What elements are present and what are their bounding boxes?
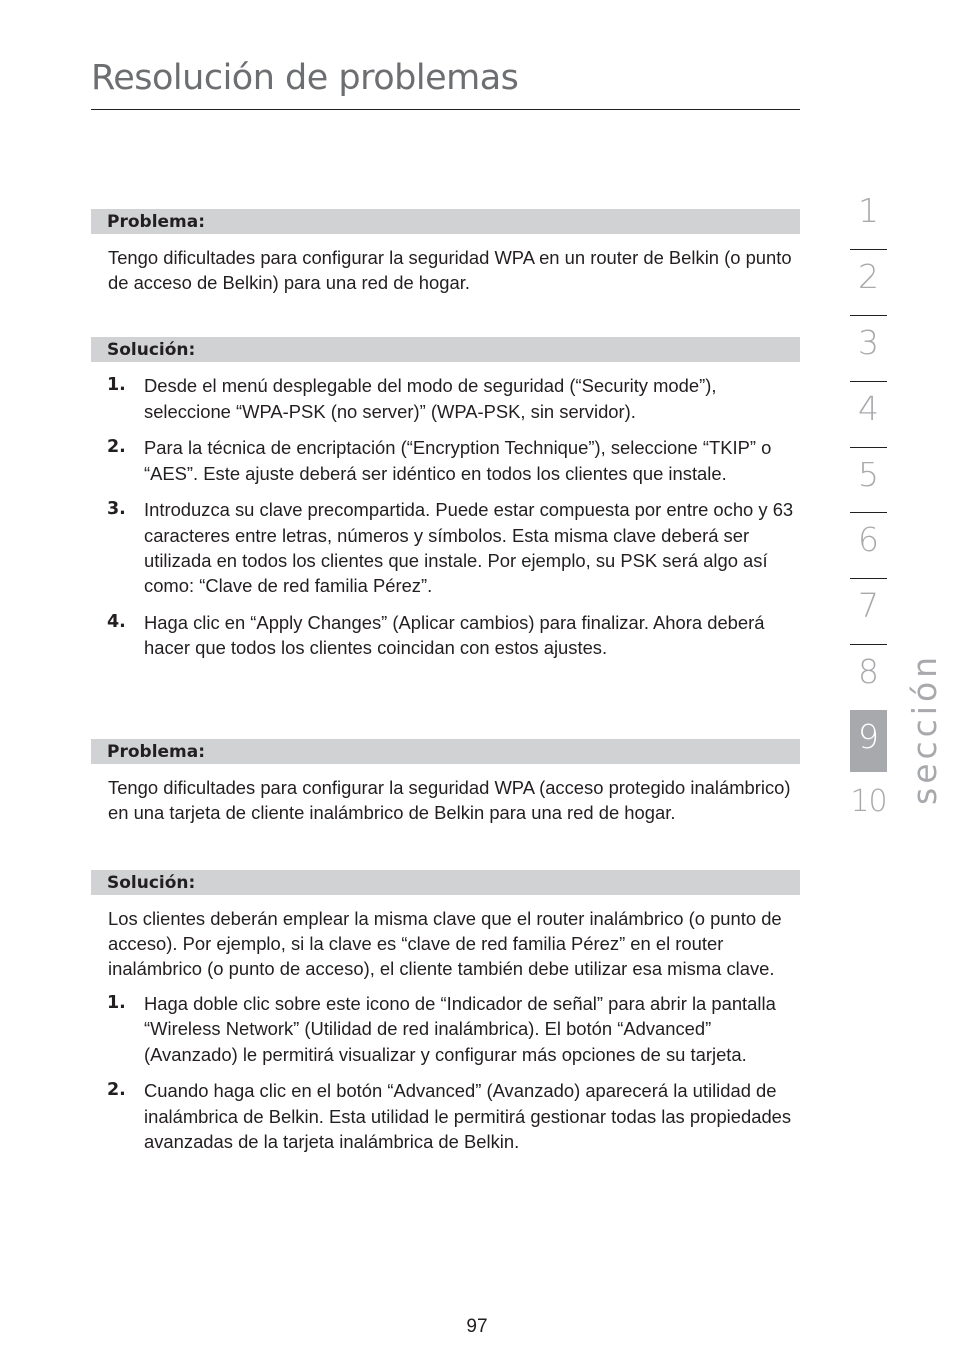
solution-steps <box>91 991 800 1154</box>
section-number: 4 <box>858 388 879 428</box>
page-number: 97 <box>466 1316 488 1337</box>
section-nav <box>850 184 887 841</box>
step-text: Haga clic en “Apply Changes” (Aplicar cambios) para finalizar. Ahora deberá hacer que todos los clientes coincidan con estos ajustes. <box>144 611 765 659</box>
section-tab-6[interactable] <box>850 513 887 579</box>
list-item <box>91 497 800 598</box>
section-label: sección <box>905 652 944 805</box>
section-number: 2 <box>858 256 879 296</box>
section-tab-7[interactable] <box>850 579 887 645</box>
list-item <box>91 435 800 485</box>
step-text: Desde el menú desplegable del modo de seguridad (“Security mode”), seleccione “WPA-PSK (no server)” (WPA-PSK, sin servidor). <box>144 375 717 422</box>
step-text: Introduzca su clave precompartida. Puede estar compuesta por entre ocho y 63 caracteres entre letras, números y símbolos. Esta misma clave deberá ser utilizada en todos los clientes que instale. Por ejemplo, su PSK será algo así como: “Clave de red familia Pérez”. <box>144 499 794 597</box>
step-number: 4. <box>107 611 126 632</box>
solution-steps <box>91 373 800 660</box>
problem-heading: Problema: <box>91 739 800 764</box>
section-tab-4[interactable] <box>850 382 887 448</box>
problem-heading: Problema: <box>91 209 800 234</box>
step-text: Para la técnica de encriptación (“Encryption Technique”), seleccione “TKIP” o “AES”. Este ajuste deberá ser idéntico en todos los clientes que instale. <box>144 437 772 484</box>
step-number: 2. <box>107 1080 126 1101</box>
problem-text: Tengo dificultades para configurar la seguridad WPA (acceso protegido inalámbrico) en una tarjeta de cliente inalámbrico de Belkin para una red de hogar. <box>108 777 791 824</box>
section-number: 1 <box>858 191 879 230</box>
step-text: Cuando haga clic en el botón “Advanced” (Avanzado) aparecerá la utilidad de inalámbrica de Belkin. Esta utilidad le permitirá gestionar todas las propiedades avanzadas de la tarjeta inalámbrica de Belkin. <box>144 1080 792 1152</box>
main-content <box>91 209 800 1154</box>
section-number: 7 <box>858 586 879 626</box>
list-item <box>91 373 800 423</box>
step-text: Haga doble clic sobre este icono de “Indicador de señal” para abrir la pantalla “Wireless Network” (Utilidad de red inalámbrica). El botón “Advanced” (Avanzado) le permitirá visualizar y configurar más opciones de su tarjeta. <box>144 993 776 1065</box>
solution-text: Los clientes deberán emplear la misma clave que el router inalámbrico (o punto de acceso). Por ejemplo, si la clave es “clave de red familia Pérez” en el router inalámbrico (o punto de acceso), el cliente también debe utilizar esa misma clave. <box>108 907 782 980</box>
section-number: 8 <box>858 652 879 692</box>
section-tab-2[interactable] <box>850 250 887 316</box>
section-tab-10[interactable] <box>850 775 887 841</box>
list-item <box>91 610 800 660</box>
section-number: 3 <box>858 322 879 362</box>
section-tab-5[interactable] <box>850 448 887 514</box>
step-number: 3. <box>107 499 126 520</box>
solution-heading: Solución: <box>91 870 800 895</box>
step-number: 2. <box>107 437 126 458</box>
section-number: 5 <box>858 454 879 494</box>
list-item <box>91 991 800 1067</box>
page-title: Resolución de problemas <box>91 58 519 98</box>
title-divider <box>91 109 800 110</box>
section-tab-1[interactable] <box>850 184 887 250</box>
step-number: 1. <box>107 993 126 1014</box>
list-item <box>91 1078 800 1154</box>
step-number: 1. <box>107 375 126 396</box>
solution-heading: Solución: <box>91 337 800 362</box>
problem-text: Tengo dificultades para configurar la seguridad WPA en un router de Belkin (o punto de acceso de Belkin) para una red de hogar. <box>108 247 792 294</box>
section-tab-9-active[interactable] <box>850 710 887 772</box>
section-tab-3[interactable] <box>850 316 887 382</box>
section-number: 10 <box>850 784 887 820</box>
section-number: 9 <box>858 717 879 757</box>
section-tab-8[interactable] <box>850 645 887 711</box>
section-number: 6 <box>858 520 879 560</box>
